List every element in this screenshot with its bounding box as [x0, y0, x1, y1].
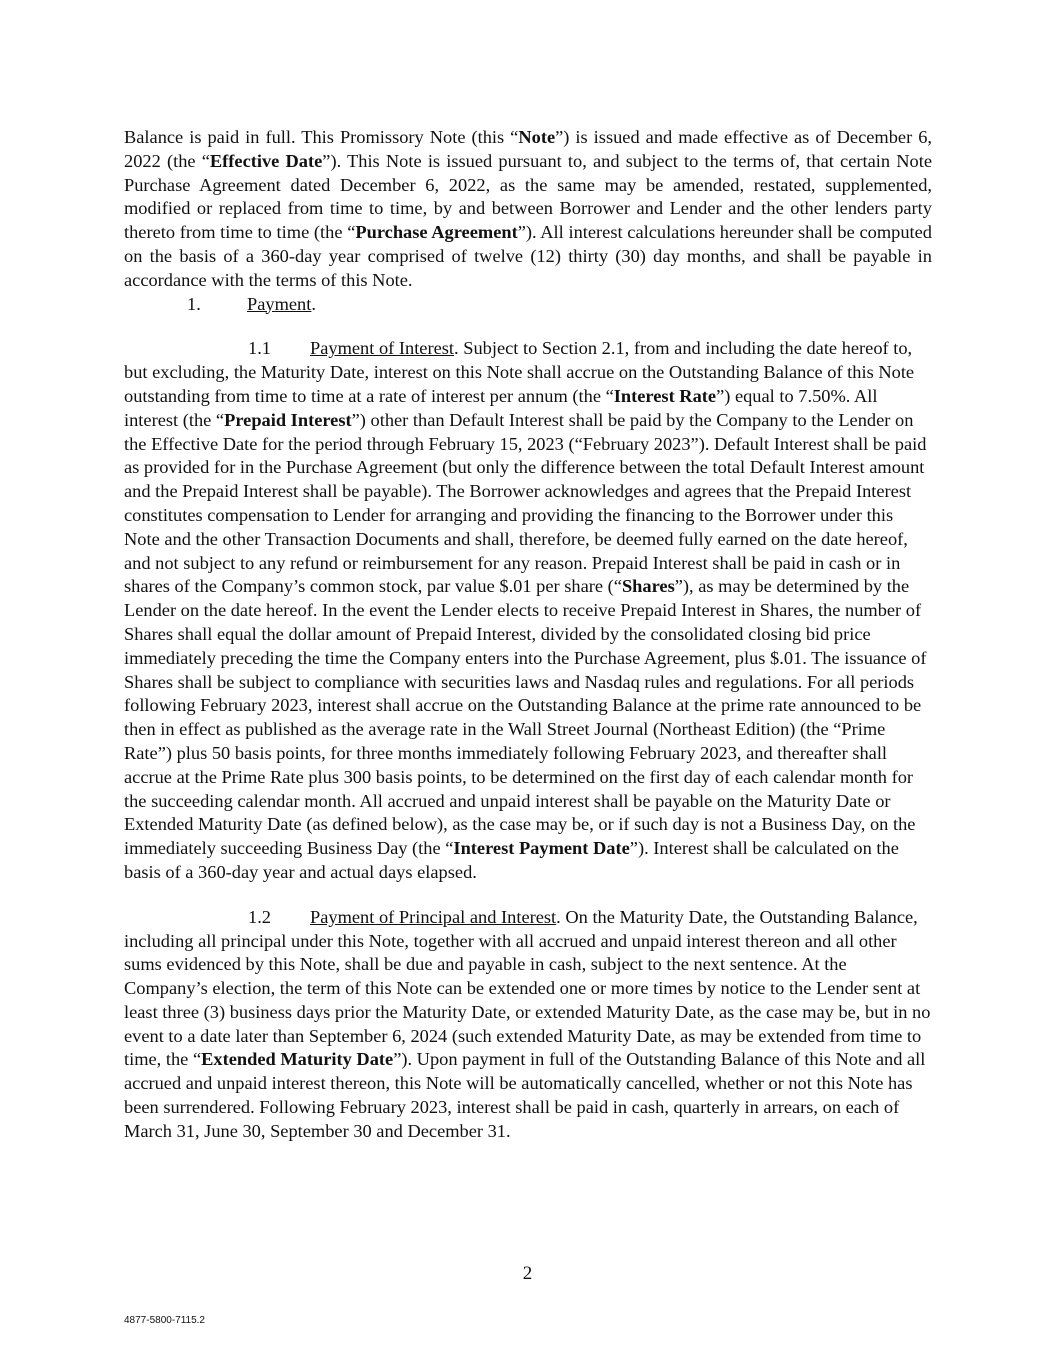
document-id: 4877-5800-7115.2 [124, 1315, 205, 1326]
section-heading-payment [124, 293, 932, 317]
text-run: . On the Maturity Date, the Outstanding Balance, including all principal under this Note, together with all accrued and unpaid interest thereon and all other sums evidenced by this Note, shall be due and payable in cash, subject to the next sentence. At the Company’s election, the term of this Note can be extended one or more times by notice to the Lender sent at least three (3) business days prior the Maturity Date, or extended Maturity Date, as the case may be, but in no event to a date later than September 6, 2024 (such extended Maturity Date, as may be extended from time to time, the “ [124, 906, 931, 1070]
subsection-title: Payment of Principal and Interest [310, 906, 557, 927]
document-page [124, 126, 932, 1144]
text-run: . Subject to Section 2.1, from and including the date hereof to, but excluding, the Maturity Date, interest on this Note shall accrue on the Outstanding Balance of this Note outstanding from time to time at a rate of interest per annum (the “ [124, 338, 915, 406]
defined-term: Prepaid Interest [224, 409, 352, 430]
defined-term: Interest Payment Date [453, 838, 630, 859]
defined-term: Purchase Agreement [355, 222, 518, 243]
section-title: Payment [247, 293, 312, 314]
subsection-body [124, 338, 927, 882]
defined-term: Effective Date [209, 150, 323, 171]
section-title-suffix: . [311, 293, 316, 314]
defined-term: Extended Maturity Date [201, 1049, 394, 1070]
subsection-number: 1.2 [248, 906, 271, 927]
text-run: ”), as may be determined by the Lender on the date hereof. In the event the Lender elects to receive Prepaid Interest in Shares, the number of Shares shall equal the dollar amount of Prepaid Interest, divided by the consolidated closing bid price immediately preceding the time the Company enters into the Purchase Agreement, plus $.01. The issuance of Shares shall be subject to compliance with securities laws and Nasdaq rules and regulations. For all periods following February 2023, interest shall accrue on the Outstanding Balance at the prime rate announced to be then in effect as published as the average rate in the Wall Street Journal (Northeast Edition) (the “Prime Rate”) plus 50 basis points, for three months immediately following February 2023, and thereafter shall accrue at the Prime Rate plus 300 basis points, to be determined on the first day of each calendar month for the succeeding calendar month. All accrued and unpaid interest shall be payable on the Maturity Date or Extended Maturity Date (as defined below), as the case may be, or if such day is not a Business Day, on the immediately succeeding Business Day (the “ [124, 576, 927, 859]
defined-term: Note [518, 127, 556, 147]
subsection-number: 1.1 [248, 338, 271, 359]
defined-term: Interest Rate [613, 385, 717, 406]
text-run: ”) is issued and made effective as of December 6, 2022 (the “ [124, 127, 932, 171]
text-run: ”). This Note is issued pursuant to, and subject to the terms of, that certain Note Purchase Agreement dated December 6, 2022, as the same may be amended, restated, supplemented, modified or replaced from time to time, by and between Borrower and Lender and the other lenders party thereto from time to time (the “ [124, 150, 932, 243]
text-run: Balance is paid in full. This Promissory Note (this “ [124, 127, 519, 147]
text-run: ”). All interest calculations hereunder shall be computed on the basis of a 360-day year comprised of twelve (12) thirty (30) day months, and shall be payable in accordance with the terms of this Note. [124, 222, 932, 290]
text-run: ”). Interest shall be calculated on the basis of a 360-day year and actual days elapsed. [124, 838, 899, 882]
text-run: ”) equal to 7.50%. All interest (the “ [124, 385, 878, 430]
page-number: 2 [522, 1263, 533, 1284]
text-run: ”). Upon payment in full of the Outstanding Balance of this Note and all accrued and unpaid interest thereon, this Note will be automatically cancelled, whether or not this Note has been surrendered. Following February 2023, interest shall be paid in cash, quarterly in arrears, on each of March 31, June 30, September 30 and December 31. [124, 1049, 926, 1141]
paragraph-1-1-payment-of-interest [124, 337, 932, 884]
subsection-body [124, 907, 930, 1141]
section-number: 1. [187, 293, 201, 314]
text-run: ”) other than Default Interest shall be paid by the Company to the Lender on the Effective Date for the period through February 15, 2023 (“February 2023”). Default Interest shall be paid as provided for in the Purchase Agreement (but only the difference between the total Default Interest amount and the Prepaid Interest shall be payable). The Borrower acknowledges and agrees that the Prepaid Interest constitutes compensation to Lender for arranging and providing the financing to the Borrower under this Note and the other Transaction Documents and shall, therefore, be deemed fully earned on the date hereof, and not subject to any refund or reimbursement for any reason. Prepaid Interest shall be paid in cash or in shares of the Company’s common stock, par value $.01 per share (“ [124, 409, 927, 597]
defined-term: Shares [621, 576, 675, 597]
subsection-title: Payment of Interest [310, 338, 455, 359]
paragraph-1-2-payment-of-principal [124, 906, 932, 1144]
intro-paragraph [124, 126, 932, 293]
